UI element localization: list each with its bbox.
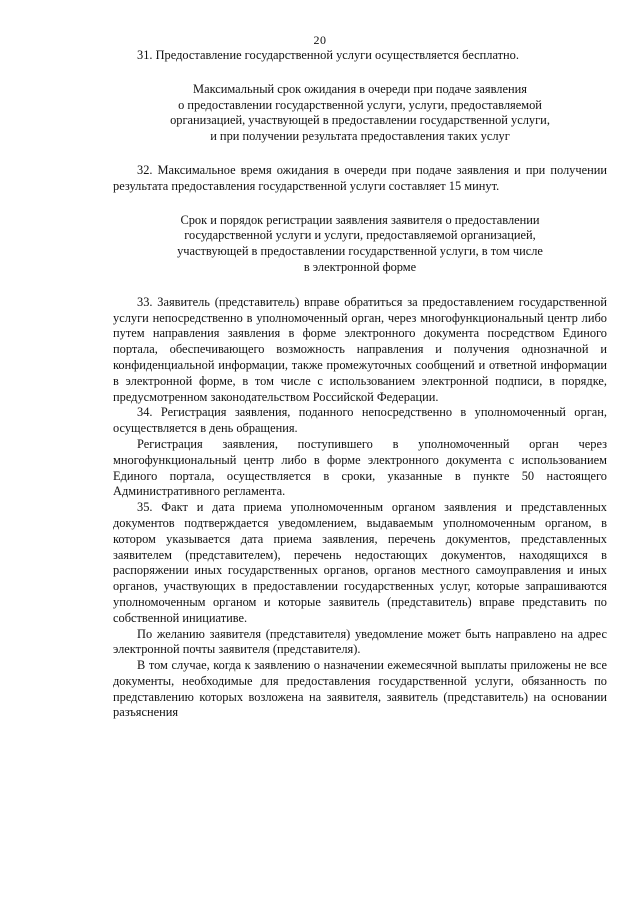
paragraph-33: 33. Заявитель (представитель) вправе обратиться за предоставлением государственной услуги непосредственно в уполномоченный орган, через многофункциональный центр либо путем направления заявления в форме электронного документа посредством Единого портала, обеспечивающего возможность направления и получения однозначной и конфиденциальной информации, также промежуточных сообщений и ответной информации в электронной форме, в том числе с использованием электронной подписи, в порядке, предусмотренном законодательством Российской Федерации.	[113, 294, 607, 404]
heading-line: государственной услуги и услуги, предоставляемой организацией,	[184, 228, 536, 243]
paragraph-35-email: По желанию заявителя (представителя) уведомление может быть направлено на адрес электронной почты заявителя (представителя).	[113, 626, 607, 657]
paragraph-32: 32. Максимальное время ожидания в очереди при подаче заявления и при получении результата предоставления государственной услуги составляет 15 минут.	[113, 162, 607, 193]
paragraph-31: 31. Предоставление государственной услуги осуществляется бесплатно.	[137, 48, 519, 62]
heading-line: Максимальный срок ожидания в очереди при подаче заявления	[193, 81, 527, 96]
heading-line: и при получении результата предоставления таких услуг	[210, 129, 510, 144]
page-number: 20	[313, 33, 327, 47]
paragraph-35: 35. Факт и дата приема уполномоченным органом заявления и представленных документов подтверждается уведомлением, выдаваемым уполномоченным органом, в котором указывается дата приема заявления, перечень документов, представленных заявителем (представителем), перечень недостающих документов, находящихся в распоряжении иных государственных органов, органов местного самоуправления и иных органов, участвующих в предоставлении государственных услуг, которые запрашиваются уполномоченным органом и которые заявитель (представитель) вправе представить по собственной инициативе.	[113, 500, 607, 625]
document-body	[113, 48, 607, 721]
heading-line: организацией, участвующей в предоставлении государственной услуги,	[170, 113, 550, 128]
heading-line: в электронной форме	[303, 259, 417, 274]
paragraph-35-missing-documents: В том случае, когда к заявлению о назначении ежемесячной выплаты приложены не все документы, необходимые для предоставления государственной услуги, обязанность по представлению которых возложена на заявителя, заявитель (представитель) на основании разъяснения	[113, 658, 607, 720]
paragraph-34-registration: Регистрация заявления, поступившего в уполномоченный орган через многофункциональный центр либо в форме электронного документа с использованием Единого портала, осуществляется в сроки, указанные в пункте 50 настоящего Административного регламента.	[113, 436, 607, 499]
heading-line: Срок и порядок регистрации заявления заявителя о предоставлении	[180, 212, 540, 227]
heading-line: участвующей в предоставлении государственной услуги, в том числе	[177, 244, 543, 259]
section-heading-registration	[113, 213, 607, 276]
paragraph-34: 34. Регистрация заявления, поданного непосредственно в уполномоченный орган, осуществляется в день обращения.	[113, 405, 607, 436]
section-heading-queue-time	[113, 82, 607, 145]
heading-line: о предоставлении государственной услуги, услуги, предоставляемой	[178, 97, 542, 112]
